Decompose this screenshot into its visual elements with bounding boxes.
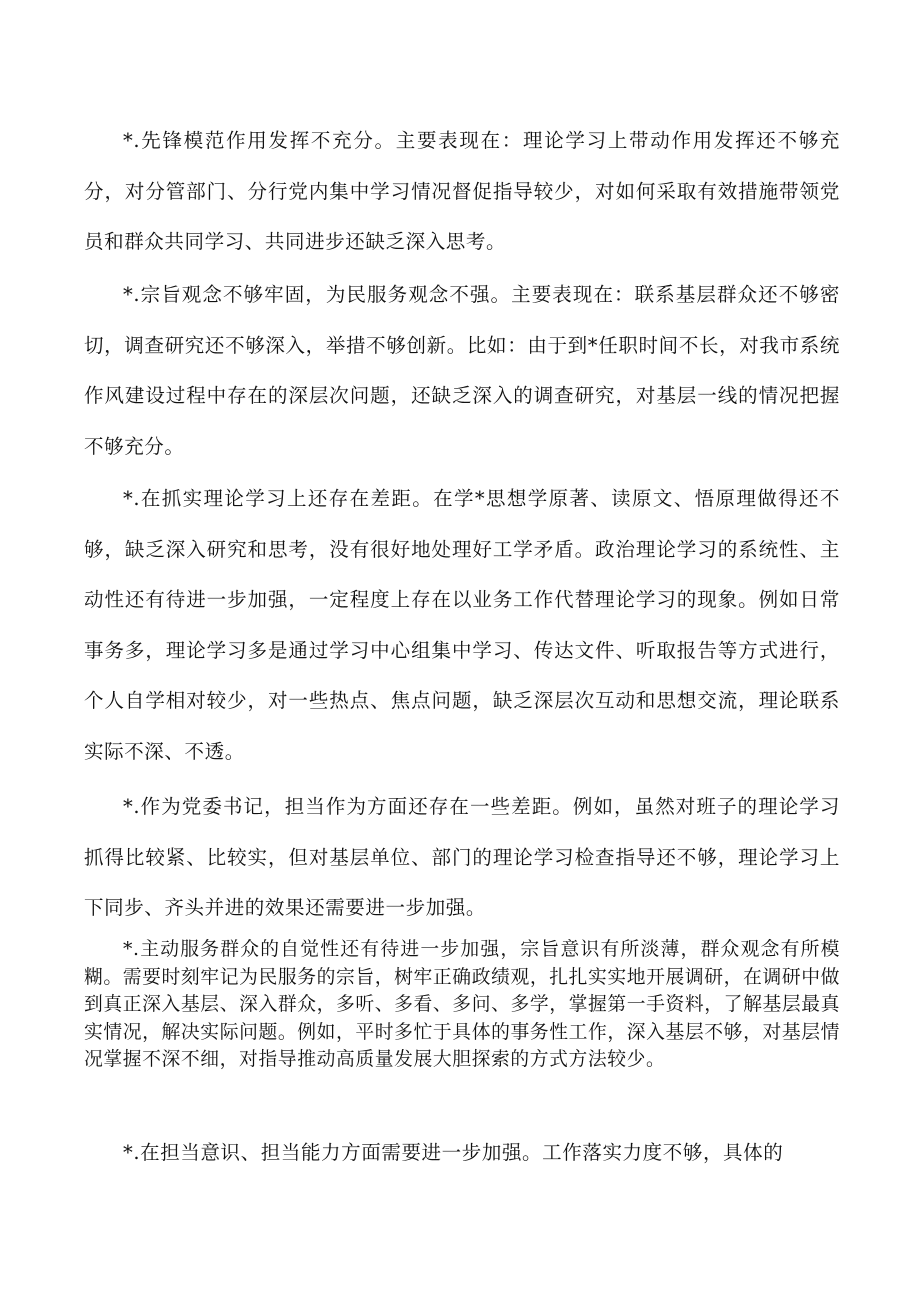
- paragraph-6: *.在担当意识、担当能力方面需要进一步加强。工作落实力度不够，具体的: [123, 1141, 784, 1164]
- paragraph-2: *.宗旨观念不够牢固，为民服务观念不强。主要表现在：联系基层群众还不够密切，调查研究还不够深入，举措不够创新。比如：由于到*任职时间不长，对我市系统作风建设过程中存在的深层次问题，还缺乏深入的调查研究，对基层一线的情况把握不够充分。: [84, 283, 840, 458]
- paragraph-4: *.作为党委书记，担当作为方面还存在一些差距。例如，虽然对班子的理论学习抓得比较紧、比较实，但对基层单位、部门的理论学习检查指导还不够，理论学习上下同步、齐头并进的效果还需要进一步加强。: [84, 795, 840, 919]
- paragraph-3: *.在抓实理论学习上还存在差距。在学*思想学原著、读原文、悟原理做得还不够，缺乏深入研究和思考，没有很好地处理好工学矛盾。政治理论学习的系统性、主动性还有待进一步加强，一定程度上存在以业务工作代替理论学习的现象。例如日常事务多，理论学习多是通过学习中心组集中学习、传达文件、听取报告等方式进行，个人自学相对较少，对一些热点、焦点问题，缺乏深层次互动和思想交流，理论联系实际不深、不透。: [84, 487, 840, 763]
- paragraph-5: *.主动服务群众的自觉性还有待进一步加强，宗旨意识有所淡薄，群众观念有所模糊。需要时刻牢记为民服务的宗旨，树牢正确政绩观，扎扎实实地开展调研，在调研中做到真正深入基层、深入群众，多听、多看、多问、多学，掌握第一手资料，了解基层最真实情况，解决实际问题。例如，平时多忙于具体的事务性工作，深入基层不够，对基层情况掌握不深不细，对指导推动高质量发展大胆探索的方式方法较少。: [84, 939, 840, 1070]
- paragraph-1: *.先锋模范作用发挥不充分。主要表现在：理论学习上带动作用发挥还不够充分，对分管部门、分行党内集中学习情况督促指导较少，对如何采取有效措施带领党员和群众共同学习、共同进步还缺乏深入思考。: [84, 129, 840, 253]
